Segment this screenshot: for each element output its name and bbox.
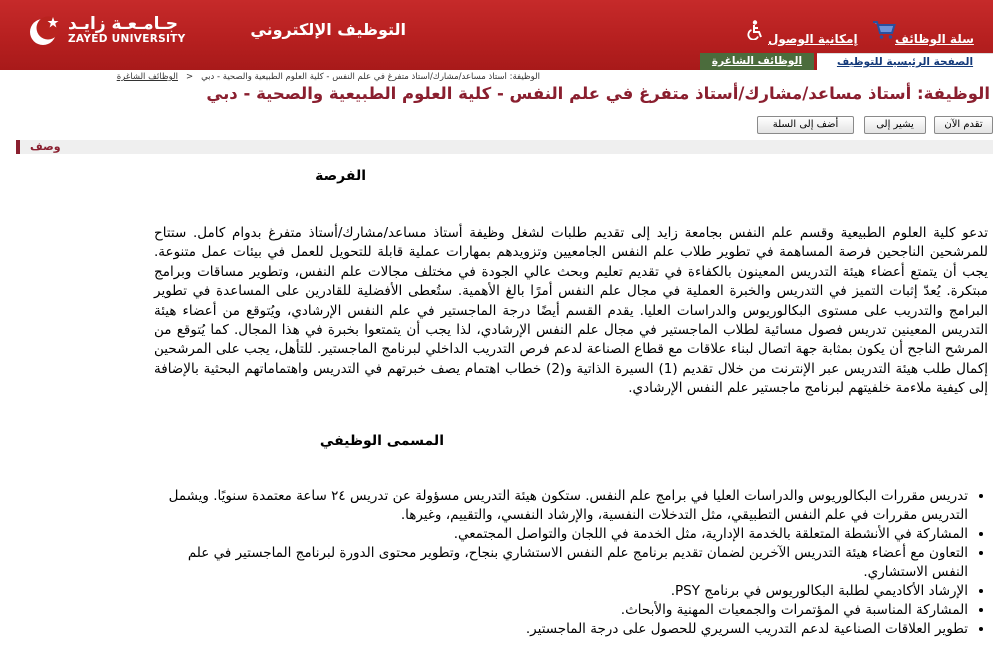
- opportunity-paragraph: تدعو كلية العلوم الطبيعية وقسم علم النفس بجامعة زايد إلى تقديم طلبات لشغل وظيفة أستاذ مساعد/مشارك/أستاذ متفرغ بدوام كامل. ستتاح للمرشحين الناجحين فرصة المساهمة في تطوير طلاب علم النفس الجامعيين وتزويدهم بمهارات عملية قابلة للتحويل للعمل في بيئات عمل متنوعة. يجب أن يتمتع أعضاء هيئة التدريس المعينون بالكفاءة في تقديم تعليم وبحث عالي الجودة في مختلف مجالات علم النفس، وتطوير مساقات وبرامج مبتكرة. يُعدّ إثبات التميز في التدريس والخبرة العملية في مجال علم النفس أمرًا بالغ الأهمية. ستُعطى الأفضلية للقادرين على المساعدة في تطوير البرامج والتدريب على مستوى البكالوريوس والدراسات العليا. يقدم القسم أيضًا درجة الماجستير في علم النفس الإرشادي، ويُتوقع من أعضاء هيئة التدريس المعينين تدريس فصول مسائية لطلاب الماجستير في مجال علم النفس الإرشادي، لذا يجب أن يتمتعوا بخبرة في هذا المجال. كما يُتوقع من المرشح الناجح أن يكون بمثابة جهة اتصال لبناء علاقات مع قطاع الصناعة لدعم فرص التدريب الداخلي لبرنامج الماجستير. للتأهل، يجب على المرشحين إكمال طلب هيئة التدريس عبر الإنترنت من خلال تقديم (1) السيرة الذاتية و(2) خطاب اهتمام يصف خبرتهم في التدريس واهتماماتهم البحثية بالإضافة إلى كيفية ملاءمة خلفيتهم لبرنامج ماجستير علم النفس الإرشادي.: [154, 225, 989, 397]
- logo-english-text: ZAYED UNIVERSITY: [68, 33, 186, 45]
- tab-vacancies[interactable]: الوظائف الشاغرة: [700, 53, 814, 70]
- top-banner: [0, 0, 993, 70]
- list-item: • المشاركة المناسبة في المؤتمرات والجمعيات المهنية والأبحاث.: [148, 601, 968, 620]
- opportunity-heading: الفرصة: [315, 168, 366, 184]
- duties-list: [148, 487, 988, 639]
- nav-tabs: [700, 53, 993, 70]
- job-cart-link[interactable]: سلة الوظائف: [895, 32, 974, 46]
- accessibility-link[interactable]: إمكانية الوصول: [768, 32, 858, 46]
- crescent-star-icon: [26, 12, 62, 48]
- description-section-label: وصف: [30, 140, 61, 153]
- logo-arabic-text: جـامـعـة زايـد: [68, 14, 179, 34]
- wheelchair-icon[interactable]: [746, 20, 764, 40]
- job-title-heading: المسمى الوظيفي: [319, 433, 444, 449]
- breadcrumb: [0, 72, 540, 84]
- apply-now-button[interactable]: تقدم الآن: [934, 116, 993, 134]
- list-item: • التعاون مع أعضاء هيئة التدريس الآخرين لضمان تقديم برنامج علم النفس الاستشاري بنجاح، وتطوير محتوى الدورة لبرنامج الماجستير في علم النفس الاستشاري.: [148, 544, 968, 582]
- description-section-header: [16, 140, 993, 154]
- breadcrumb-separator: <: [185, 72, 194, 82]
- refer-button[interactable]: يشير إلى: [864, 116, 926, 134]
- list-item: • المشاركة في الأنشطة المتعلقة بالخدمة الإدارية، مثل الخدمة في اللجان والتواصل المجتمعي.: [148, 525, 968, 544]
- list-item: • تطوير العلاقات الصناعية لدعم التدريب السريري للحصول على درجة الماجستير.: [148, 620, 968, 639]
- add-to-cart-button[interactable]: أضف إلى السلة: [757, 116, 854, 134]
- university-logo[interactable]: [26, 12, 186, 52]
- breadcrumb-current: الوظيفة: أستاذ مساعد/مشارك/أستاذ متفرغ في علم النفس - كلية العلوم الطبيعية والصحية - دبي: [201, 72, 540, 82]
- app-title: التوظيف الإلكتروني: [250, 20, 406, 39]
- tab-careers-home[interactable]: الصفحة الرئيسية للتوظيف: [817, 53, 993, 71]
- list-item: • الإرشاد الأكاديمي لطلبة البكالوريوس في برنامج PSY.: [148, 582, 968, 601]
- list-item: • تدريس مقررات البكالوريوس والدراسات العليا في برامج علم النفس. ستكون هيئة التدريس مسؤولة عن تدريس ٢٤ ساعة معتمدة سنويًا. ويشمل التدريس مقررات في علم النفس التطبيقي، مثل التدخلات النفسية، والإرشاد النفسي، والتقييم، وغيرها.: [148, 487, 968, 525]
- page-title: الوظيفة: أستاذ مساعد/مشارك/أستاذ متفرغ في علم النفس - كلية العلوم الطبيعية والصحية - دبي: [206, 84, 990, 103]
- cart-icon[interactable]: [872, 20, 896, 40]
- breadcrumb-vacancies-link[interactable]: الوظائف الشاغرة: [116, 72, 178, 82]
